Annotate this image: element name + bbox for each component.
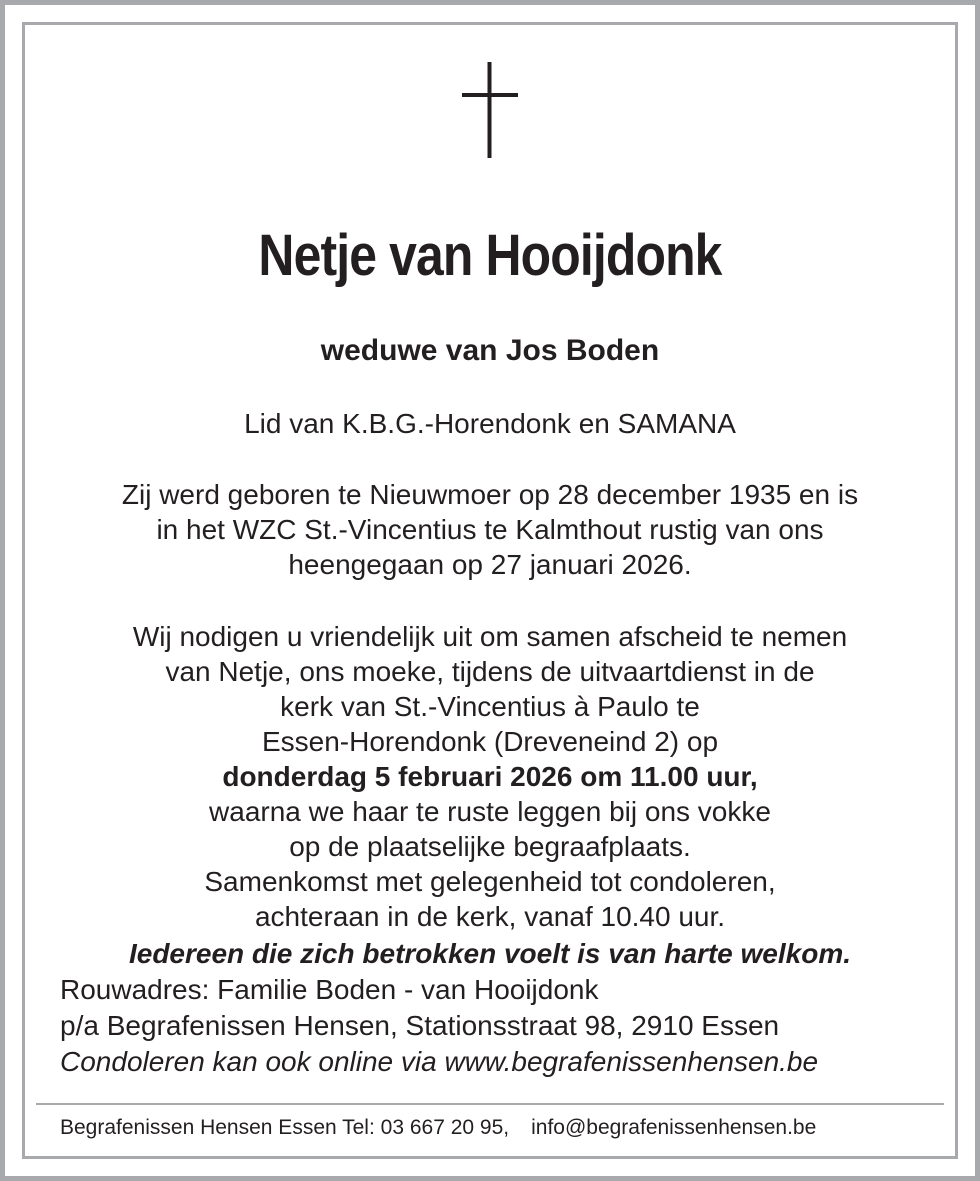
birth-line: Zij werd geboren te Nieuwmoer op 28 december 1935 en is (121, 479, 859, 510)
invitation-line: van Netje, ons moeke, tijdens de uitvaartdienst in de (165, 656, 815, 687)
invitation-line: waarna we haar te ruste leggen bij ons vokke (209, 796, 771, 827)
address-block (60, 972, 940, 1080)
birth-line: heengegaan op 27 januari 2026. (288, 549, 692, 580)
invitation-line: achteraan in de kerk, vanaf 10.40 uur. (254, 901, 726, 932)
footer (60, 1116, 940, 1140)
footer-company-tel: Begrafenissen Hensen Essen Tel: 03 667 20 95, (60, 1116, 510, 1139)
widow-of: weduwe van Jos Boden (320, 334, 660, 367)
address-line: p/a Begrafenissen Hensen, Stationsstraat 98, 2910 Essen (60, 1010, 780, 1041)
invitation-line: Wij nodigen u vriendelijk uit om samen afscheid te nemen (132, 621, 848, 652)
address-line: Rouwadres: Familie Boden - van Hooijdonk (60, 974, 599, 1005)
welcome-line (40, 936, 940, 971)
invitation-line: kerk van St.-Vincentius à Paulo te (280, 691, 700, 722)
footer-divider (36, 1103, 944, 1105)
cross-icon (460, 62, 520, 160)
invitation-line: Essen-Horendonk (Dreveneind 2) op (261, 726, 719, 757)
invitation-paragraph (40, 619, 940, 934)
footer-email: info@begrafenissenhensen.be (531, 1116, 817, 1139)
membership-text: Lid van K.B.G.-Horendonk en SAMANA (244, 408, 736, 439)
online-condolence: Condoleren kan ook online via www.begrafenissenhensen.be (60, 1046, 819, 1077)
membership-line (40, 406, 940, 441)
birth-paragraph (40, 477, 940, 582)
funeral-date: donderdag 5 februari 2026 om 11.00 uur, (222, 761, 758, 792)
welcome-text: Iedereen die zich betrokken voelt is van harte welkom. (128, 938, 852, 969)
birth-line: in het WZC St.-Vincentius te Kalmthout rustig van ons (156, 514, 824, 545)
invitation-line: op de plaatselijke begraafplaats. (289, 831, 691, 862)
invitation-line: Samenkomst met gelegenheid tot condoleren, (204, 866, 776, 897)
deceased-name: Netje van Hooijdonk (258, 223, 722, 288)
